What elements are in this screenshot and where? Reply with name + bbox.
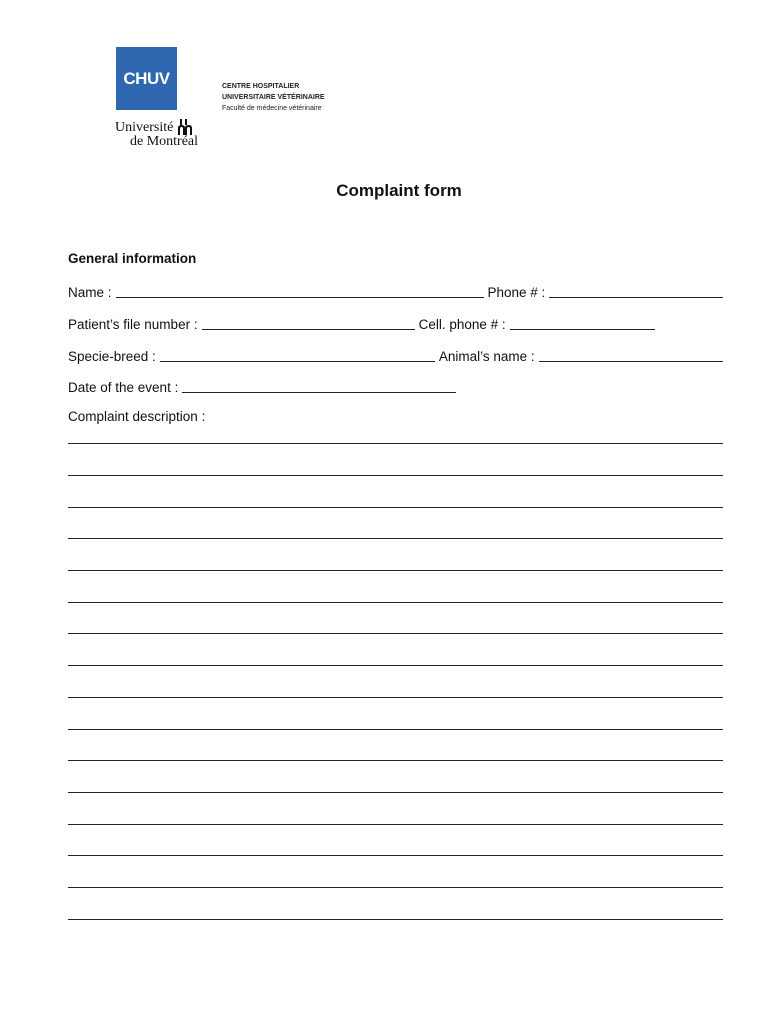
description-line[interactable] [68,570,723,571]
description-line[interactable] [68,538,723,539]
description-line[interactable] [68,602,723,603]
phone-field[interactable] [549,283,723,298]
university-name-line-1: Université [115,120,174,135]
description-line[interactable] [68,887,723,888]
description-line[interactable] [68,697,723,698]
specie-breed-label: Specie-breed : [68,349,156,364]
description-line[interactable] [68,443,723,444]
animal-name-label: Animal’s name : [438,349,535,364]
name-phone-row [68,282,723,300]
name-label: Name : [68,285,112,300]
chuv-logo [116,47,177,110]
description-line[interactable] [68,507,723,508]
specie-breed-field[interactable] [160,347,435,362]
form-title: Complaint form [336,181,462,200]
description-line[interactable] [68,824,723,825]
file-number-field[interactable] [202,315,415,330]
university-logo [115,119,198,149]
description-line[interactable] [68,792,723,793]
file-cell-row [68,314,723,332]
specie-animal-row [68,346,723,364]
phone-label: Phone # : [487,285,546,300]
description-line[interactable] [68,633,723,634]
section-title: General information [68,251,197,266]
date-event-label: Date of the event : [68,380,179,395]
chuv-logo-text: CHUV [123,68,170,88]
description-line[interactable] [68,919,723,920]
complaint-description-label: Complaint description : [68,409,206,424]
date-event-field[interactable] [182,378,456,393]
institution-line-2: UNIVERSITAIRE VÉTÉRINAIRE [222,94,325,101]
file-number-label: Patient’s file number : [68,317,198,332]
description-line[interactable] [68,855,723,856]
cell-phone-label: Cell. phone # : [418,317,506,332]
institution-line-1: CENTRE HOSPITALIER [222,83,300,90]
institution-line-3: Faculté de médecine vétérinaire [222,105,322,112]
cell-phone-field[interactable] [510,315,655,330]
description-line[interactable] [68,475,723,476]
description-line[interactable] [68,729,723,730]
institution-name [222,81,325,114]
name-field[interactable] [116,283,484,298]
date-row [68,377,723,395]
animal-name-field[interactable] [539,347,723,362]
description-line[interactable] [68,760,723,761]
university-name-line-2: de Montréal [130,134,199,149]
university-emblem-icon [177,119,195,135]
description-line[interactable] [68,665,723,666]
